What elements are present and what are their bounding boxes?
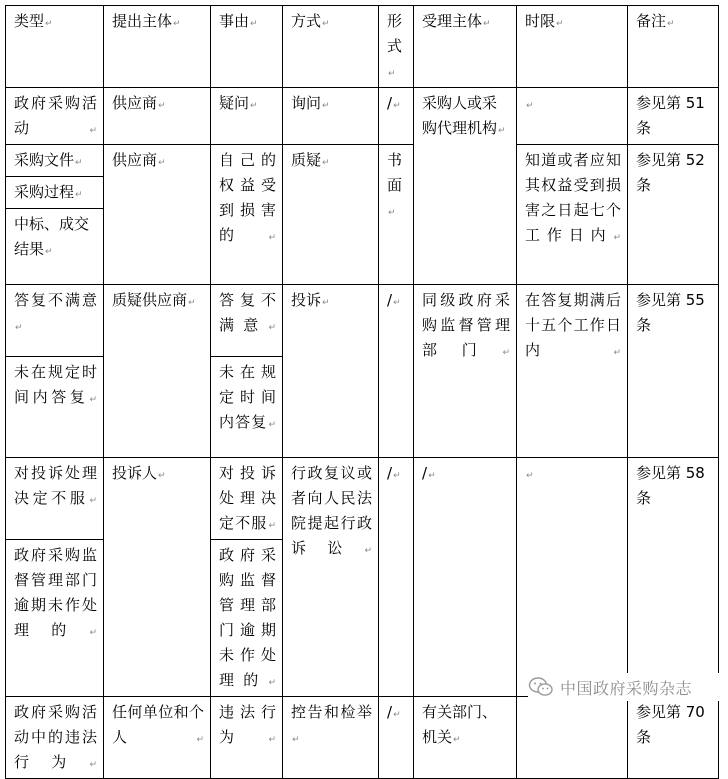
cell-type: 政府采购活动中的违法行为↵: [6, 697, 104, 779]
cell-note: 参见第 55 条: [628, 285, 719, 458]
cell-method: 控告和检举↵: [283, 697, 379, 779]
cell-form: 书面↵: [379, 145, 414, 285]
cell-note: 参见第 51 条: [628, 88, 719, 145]
cell-type: 采购过程↵: [6, 177, 104, 209]
table-row: [6, 145, 719, 177]
cell-proposer: 供应商↵: [104, 145, 211, 285]
cell-method: 质疑↵: [283, 145, 379, 285]
cell-deadline: 知道或者应知其权益受到损害之日起七个工作日内↵: [517, 145, 628, 285]
cell-deadline: 在答复期满后十五个工作日内↵: [517, 285, 628, 458]
cell-type: 政府采购监督管理部门逾期未作处理的↵: [6, 540, 104, 697]
cell-type: 采购文件↵: [6, 145, 104, 177]
cell-deadline: [517, 697, 628, 779]
cell-deadline: ↵: [517, 88, 628, 145]
cell-matter: 未在规定时间内答复↵: [211, 357, 283, 458]
cell-handler: 有关部门、机关↵: [414, 697, 517, 779]
header-handler: 受理主体↵: [414, 6, 517, 88]
procurement-remedy-table: [5, 5, 719, 779]
cell-matter: 答复不满意↵: [211, 285, 283, 357]
cell-proposer: 质疑供应商↵: [104, 285, 211, 458]
header-form: 形式↵: [379, 6, 414, 88]
cell-type: 未在规定时间内答复↵: [6, 357, 104, 458]
cell-type: 政府采购活动↵: [6, 88, 104, 145]
cell-matter: 自己的权益受到损害的↵: [211, 145, 283, 285]
cell-method: 行政复议或者向人民法院提起行政诉讼↵: [283, 458, 379, 697]
cell-handler: /↵: [414, 458, 517, 697]
cell-matter: 对投诉处理决定不服↵: [211, 458, 283, 540]
cell-form: /↵: [379, 285, 414, 458]
cell-matter: 政府采购监督管理部门逾期未作处理的↵: [211, 540, 283, 697]
cell-deadline: ↵: [517, 458, 628, 697]
cell-form: /↵: [379, 697, 414, 779]
cell-proposer: 供应商↵: [104, 88, 211, 145]
wechat-icon: [528, 676, 554, 698]
header-method: 方式↵: [283, 6, 379, 88]
cell-note: 参见第 58 条: [628, 458, 719, 697]
header-row: [6, 6, 719, 88]
cell-matter: 违法行为↵: [211, 697, 283, 779]
table-row: [6, 285, 719, 357]
cell-form: /↵: [379, 88, 414, 145]
table-row: [6, 697, 719, 779]
cell-type: 对投诉处理决定不服↵: [6, 458, 104, 540]
cell-handler: 同级政府采购监督管理部门↵: [414, 285, 517, 458]
cell-proposer: 任何单位和个人↵: [104, 697, 211, 779]
cell-note: 参见第 52 条: [628, 145, 719, 285]
watermark: [528, 673, 723, 701]
cell-handler: 采购人或采购代理机构↵: [414, 88, 517, 285]
cell-type: 中标、成交结果↵: [6, 209, 104, 285]
header-type: 类型↵: [6, 6, 104, 88]
table-row: [6, 88, 719, 145]
cell-method: 投诉↵: [283, 285, 379, 458]
cell-type: 答复不满意↵: [6, 285, 104, 357]
table-row: [6, 458, 719, 540]
watermark-text: 中国政府采购杂志: [560, 678, 693, 698]
header-proposer: 提出主体↵: [104, 6, 211, 88]
cell-matter: 疑问↵: [211, 88, 283, 145]
cell-note: 参见第 70 条: [628, 697, 719, 779]
header-note: 备注↵: [628, 6, 719, 88]
cell-proposer: 投诉人↵: [104, 458, 211, 697]
cell-method: 询问↵: [283, 88, 379, 145]
header-matter: 事由↵: [211, 6, 283, 88]
header-deadline: 时限↵: [517, 6, 628, 88]
cell-form: /↵: [379, 458, 414, 697]
